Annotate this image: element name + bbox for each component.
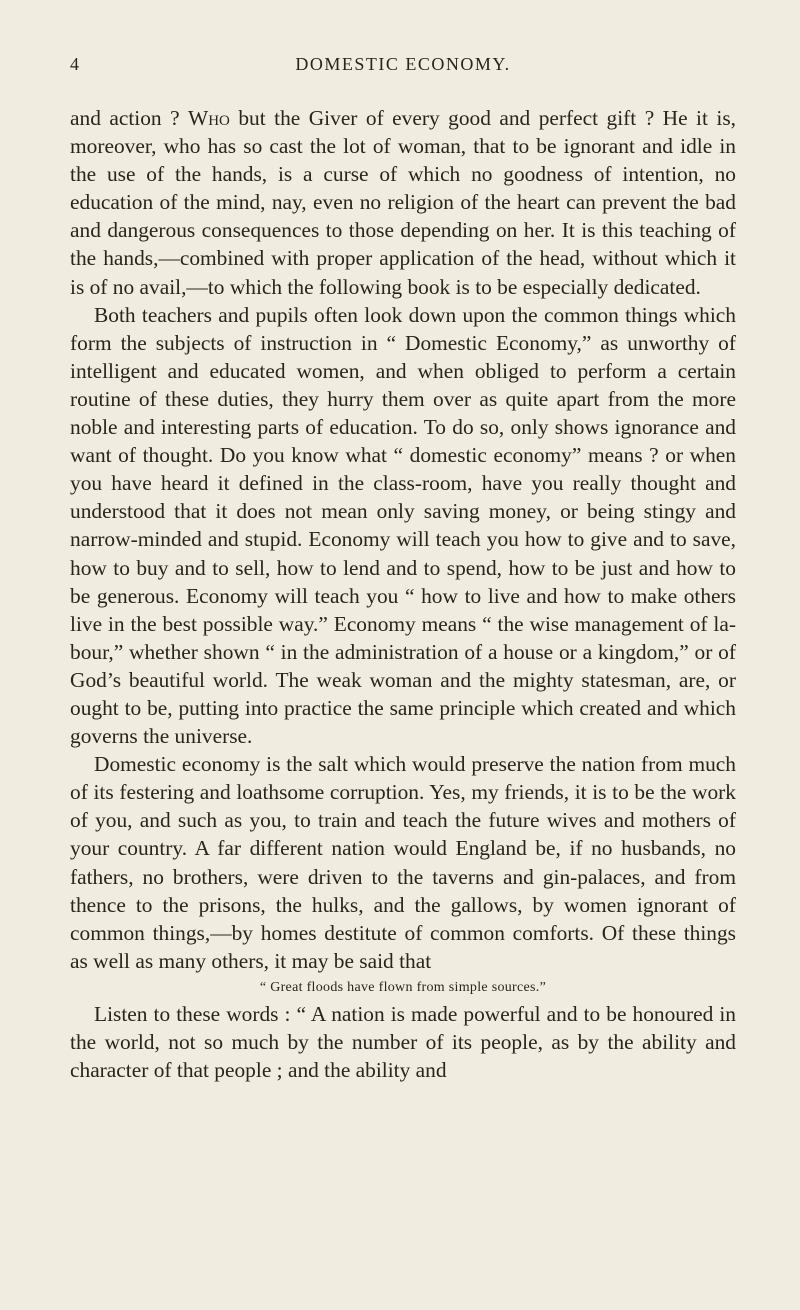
page-header [70,54,736,82]
book-page [70,0,736,1310]
running-head: DOMESTIC ECONOMY. [295,54,511,74]
paragraph-1 [70,104,736,301]
block-quote: “ Great floods have flown from simple sources.” [259,979,547,995]
paragraph-4: Listen to these words : “ A nation is made powerful and to be honoured in the world, not so much by the number of its people, as by the ability and character of that people ; and the ability and [70,1001,736,1083]
paragraph-3: Domestic economy is the salt which would preserve the nation from much of its festering and loathsome corruption. Yes, my friends, it is to be the work of you, and such as you, to train and teach the future wives and mothers of your country. A far different nation would England be, if no husbands, no fathers, no brothers, were driven to the taverns and gin-palaces, and from thence to the prisons, the hulks, and the gallows, by women ignorant of common things,—by homes destitute of common comforts. Of these things as well as many others, it may be said that [70,752,736,973]
page-number: 4 [70,54,81,74]
paragraph-1-text: but the Giver of every good and perfect gift ? He it is, moreover, who has so cast the lot of woman, that to be ignorant and idle in the use of the hands, is a curse of which no goodness of intention, no education of the mind, nay, even no religion of the heart can prevent the bad and dangerous consequences to those depending on her. It is this teaching of the hands,—combined with proper application of the head, without which it is of no avail,—to which the following book is to be especially dedicated. [70,106,737,299]
paragraph-1-lead-in: and action ? [70,106,189,130]
body-text [70,104,736,1084]
paragraph-1-small-caps: Who [188,106,230,130]
paragraph-2: Both teachers and pupils often look down upon the common things which form the subjects of instruction in “ Domestic Economy,” as unworthy of intelligent and educated women, and when obliged to perform a certain routine of these duties, they hurry them over as quite apart from the more noble and interesting parts of education. To do so, only shows ignorance and want of thought. Do you know what “ domestic economy” means ? or when you have heard it defined in the class-room, have you really thought and understood that it does not mean only saving money, or being stingy and narrow-minded and stupid. Economy will teach you how to give and to save, how to buy and to sell, how to lend and to spend, how to be just and how to be generous. Economy will teach you “ how to live and how to make others live in the best possible way.” Economy means “ the wise management of labour,” whether shown “ in the administration of a house or a kingdom,” or of God’s beautiful world. The weak woman and the mighty statesman, are, or ought to be, putting into practice the same principle which created and which governs the universe. [70,302,736,749]
